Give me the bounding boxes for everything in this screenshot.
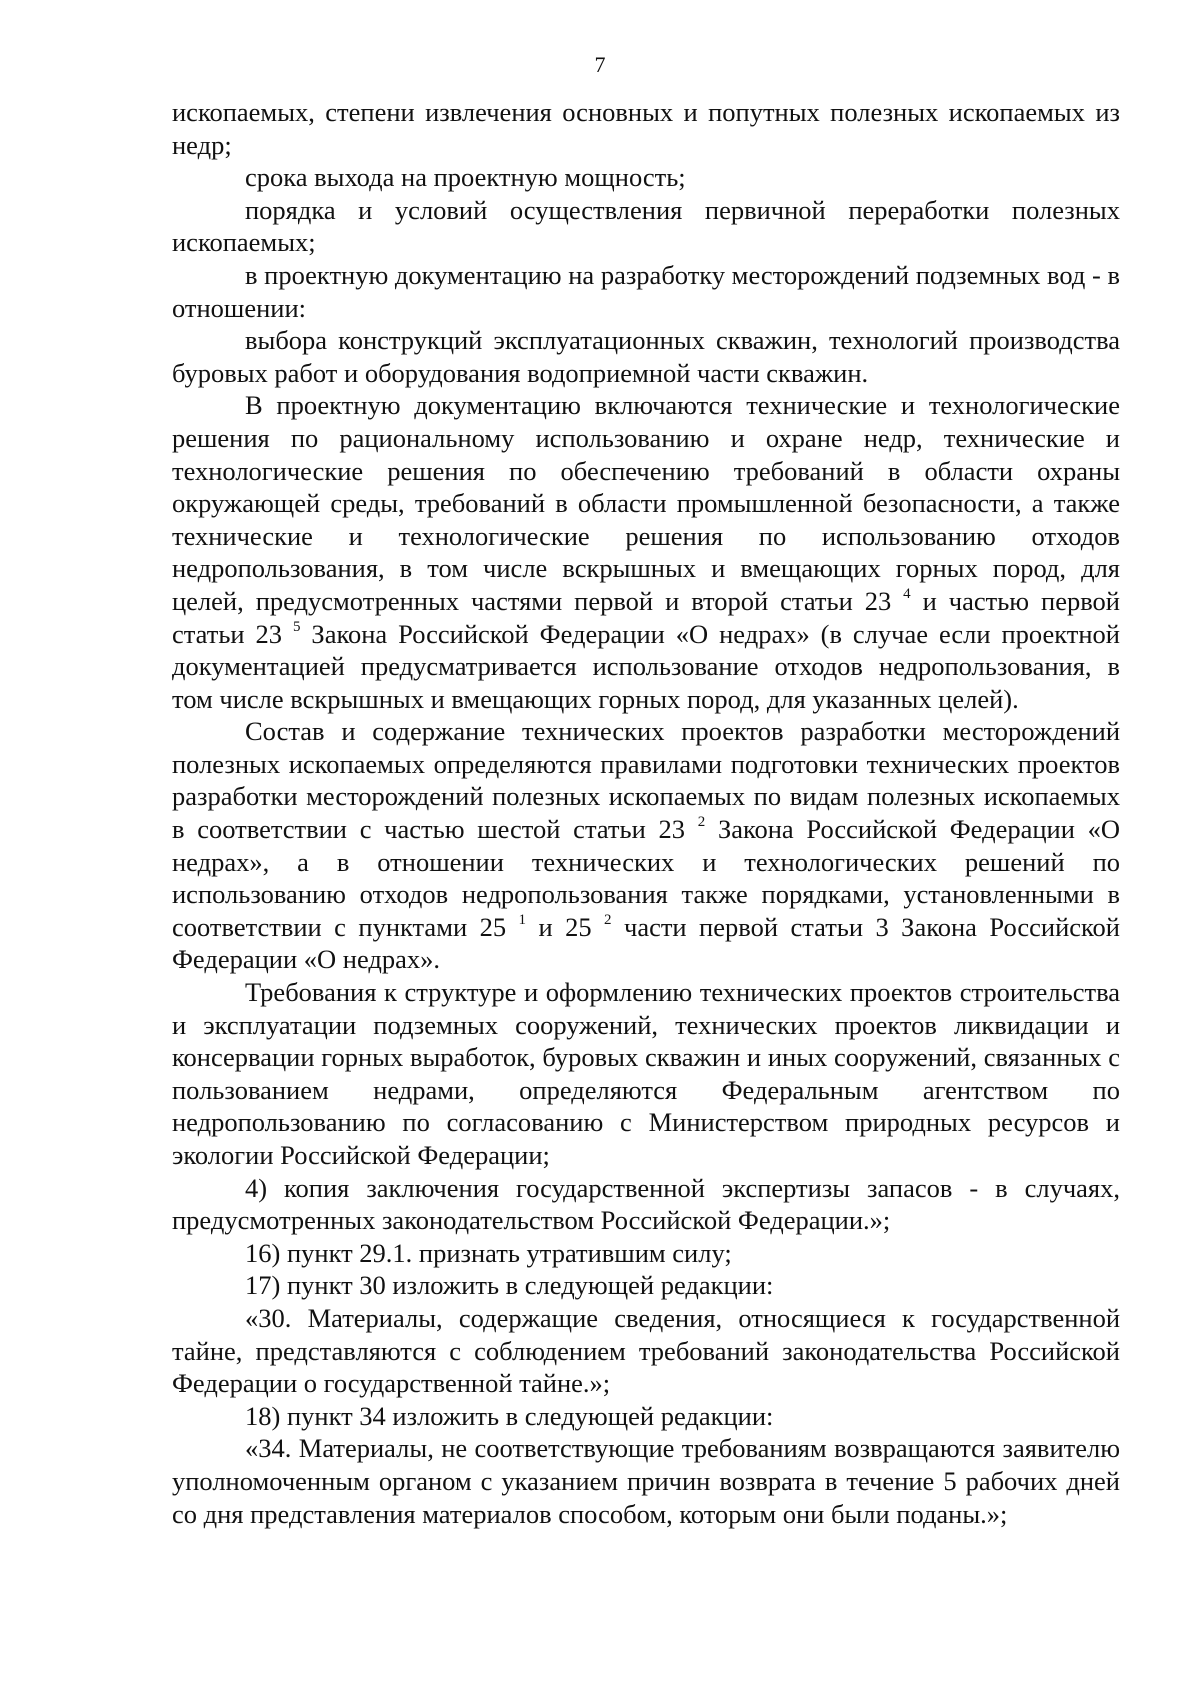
superscript-index: 4 bbox=[903, 585, 911, 602]
paragraph-p03 bbox=[172, 194, 1120, 259]
superscript-index: 5 bbox=[292, 618, 301, 635]
text-run: Требования к структуре и оформлению технических проектов строительства и эксплуатации подземных сооружений, технических проектов ликвидации и консервации горных выработок, буровых скважин и иных сооружений, связанных с пользованием недрами, определяются Федеральным агентством по недропользованию по согласованию с Министерством природных ресурсов и экологии Российской Федерации; bbox=[172, 977, 1120, 1170]
paragraph-p09 bbox=[172, 1172, 1120, 1237]
text-run: ископаемых, степени извлечения основных и попутных полезных ископаемых из недр; bbox=[172, 97, 1120, 160]
text-run: В проектную документацию включаются технические и технологические решения по рациональному использованию и охране недр, технические и технологические решения по обеспечению требований в области охраны окружающей среды, требований в области промышленной безопасности, а также технические и технологические решения по использованию отходов недропользования, в том числе вскрышных и вмещающих горных пород, для целей, предусмотренных частями первой и второй статьи 23 bbox=[172, 390, 1120, 616]
text-run: и частью первой статьи 23 bbox=[172, 585, 1120, 649]
text-run: 16) пункт 29.1. признать утратившим силу; bbox=[245, 1237, 732, 1268]
text-run: «34. Материалы, не соответствующие требованиям возвращаются заявителю уполномоченным органом с указанием причин возврата в течение 5 рабочих дней со дня представления материалов способом, которым они были поданы.»; bbox=[172, 1433, 1120, 1529]
paragraph-p14 bbox=[172, 1432, 1120, 1530]
superscript-index: 2 bbox=[604, 911, 612, 928]
text-run: в проектную документацию на разработку месторождений подземных вод - в отношении: bbox=[172, 259, 1120, 323]
text-run: 4) копия заключения государственной экспертизы запасов - в случаях, предусмотренных законодательством Российской Федерации.»; bbox=[172, 1172, 1120, 1236]
text-run: 17) пункт 30 изложить в следующей редакции: bbox=[245, 1270, 774, 1301]
paragraph-p12 bbox=[172, 1302, 1120, 1400]
superscript-index: 1 bbox=[518, 911, 527, 928]
paragraph-p02 bbox=[172, 161, 1120, 194]
superscript-index: 2 bbox=[697, 814, 706, 831]
text-run: срока выхода на проектную мощность; bbox=[245, 162, 686, 193]
paragraph-p10 bbox=[172, 1237, 1120, 1270]
text-run: выбора конструкций эксплуатационных скважин, технологий производства буровых работ и оборудования водоприемной части скважин. bbox=[172, 325, 1120, 388]
paragraph-p08 bbox=[172, 976, 1120, 1172]
paragraph-p06 bbox=[172, 389, 1120, 715]
paragraph-p11 bbox=[172, 1269, 1120, 1302]
text-run: Закона Российской Федерации «О недрах», а в отношении технических и технологических решений по использованию отходов недропользования также порядками, установленными в соответствии с пунктами 25 bbox=[172, 814, 1120, 942]
paragraph-p01 bbox=[172, 96, 1120, 161]
text-run: Состав и содержание технических проектов разработки месторождений полезных ископаемых определяются правилами подготовки технических проектов разработки месторождений полезных ископаемых по видам полезных ископаемых в соответствии с частью шестой статьи 23 bbox=[172, 716, 1120, 845]
paragraph-p04 bbox=[172, 259, 1120, 324]
page-number: 7 bbox=[594, 52, 606, 77]
text-run: части первой статьи 3 Закона Российской Федерации «О недрах». bbox=[172, 911, 1120, 975]
text-run: 18) пункт 34 изложить в следующей редакции: bbox=[245, 1400, 774, 1431]
document-body bbox=[172, 96, 1120, 1530]
paragraph-p13 bbox=[172, 1400, 1120, 1433]
paragraph-p07 bbox=[172, 715, 1120, 976]
paragraph-p05 bbox=[172, 324, 1120, 389]
text-run: и 25 bbox=[526, 911, 605, 942]
text-run: порядка и условий осуществления первичной переработки полезных ископаемых; bbox=[172, 194, 1120, 258]
text-run: «30. Материалы, содержащие сведения, относящиеся к государственной тайне, представляются с соблюдением требований законодательства Российской Федерации о государственной тайне.»; bbox=[172, 1302, 1120, 1399]
text-run: Закона Российской Федерации «О недрах» (в случае если проектной документацией предусматривается использование отходов недропользования, в том числе вскрышных и вмещающих горных пород, для указанных целей). bbox=[172, 618, 1120, 714]
